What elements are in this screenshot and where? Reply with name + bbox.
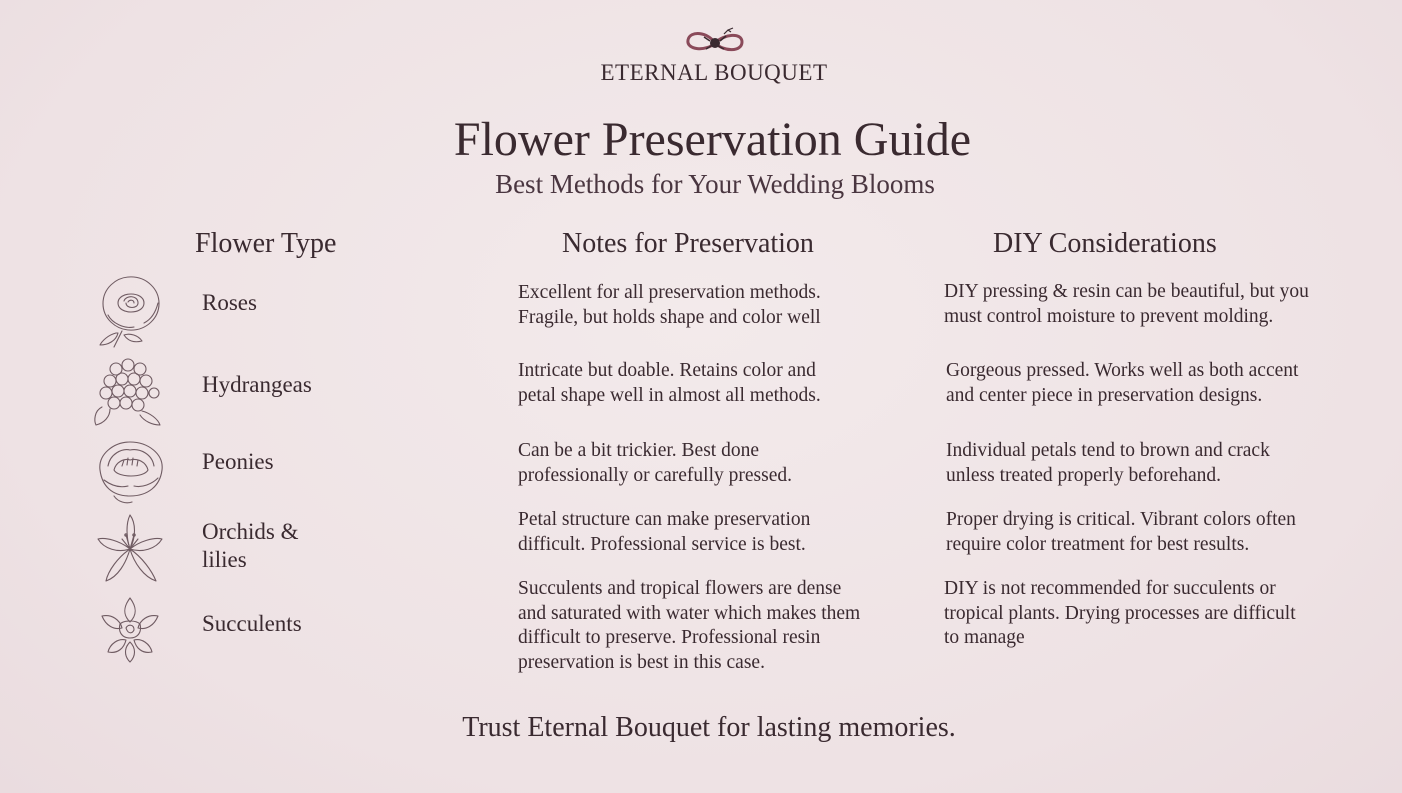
column-header-notes: Notes for Preservation [562, 228, 814, 259]
succulent-icon [94, 594, 168, 668]
note-line: Fragile, but holds shape and color well [518, 306, 821, 328]
diy-line: to manage [944, 627, 1025, 648]
flower-name-roses: Roses [202, 290, 257, 315]
note-line: Can be a bit trickier. Best done [518, 440, 759, 461]
lily-icon [96, 513, 170, 587]
diy-line: and center piece in preservation designs. [946, 384, 1263, 406]
brand-name: ETERNAL BOUQUET [600, 60, 828, 85]
note-line: Petal structure can make preservation [518, 509, 811, 530]
note-line: preservation is best in this case. [518, 651, 765, 673]
flower-name-succulents: Succulents [202, 611, 302, 636]
diy-note-succulents [944, 577, 1364, 651]
diy-line: Proper drying is critical. Vibrant colors often [946, 509, 1296, 530]
note-line: Intricate but doable. Retains color and [518, 360, 816, 381]
diy-note-orchids-lilies [946, 508, 1366, 557]
preservation-note-orchids-lilies [518, 508, 918, 557]
note-line: petal shape well in almost all methods. [518, 384, 821, 406]
page-title: Flower Preservation Guide [453, 113, 972, 166]
diy-line: tropical plants. Drying processes are difficult [944, 602, 1296, 624]
note-line: difficult to preserve. Professional resin [518, 627, 821, 648]
flower-name-peonies: Peonies [202, 449, 274, 474]
column-header-diy: DIY Considerations [993, 228, 1217, 259]
infinity-rose-logo-icon [680, 24, 750, 62]
diy-line: Individual petals tend to brown and crack [946, 440, 1270, 461]
preservation-note-succulents [518, 577, 918, 675]
flower-name-hydrangeas: Hydrangeas [202, 372, 312, 397]
diy-line: DIY pressing & resin can be beautiful, but you [944, 281, 1309, 302]
diy-line: DIY is not recommended for succulents or [944, 578, 1276, 599]
diy-line: require color treatment for best results. [946, 533, 1250, 555]
diy-note-hydrangeas [946, 359, 1366, 408]
note-line: professionally or carefully pressed. [518, 464, 792, 486]
diy-note-peonies [946, 439, 1366, 488]
flower-name-orchids-lilies [202, 518, 352, 574]
preservation-note-roses [518, 281, 918, 330]
diy-note-roses [944, 280, 1364, 329]
flower-name-line: lilies [202, 547, 247, 572]
diy-line: Gorgeous pressed. Works well as both accent [946, 360, 1299, 381]
note-line: and saturated with water which makes them [518, 602, 861, 624]
flower-name-line: Orchids & [202, 519, 299, 544]
peony-icon [94, 436, 168, 510]
preservation-note-peonies [518, 439, 918, 488]
preservation-note-hydrangeas [518, 359, 918, 408]
hydrangea-icon [92, 355, 166, 429]
diy-line: must control moisture to prevent molding. [944, 305, 1274, 327]
note-line: Succulents and tropical flowers are dense [518, 578, 842, 599]
diy-line: unless treated properly beforehand. [946, 464, 1222, 486]
note-line: Excellent for all preservation methods. [518, 282, 821, 303]
rose-icon [94, 275, 168, 349]
page-subtitle: Best Methods for Your Wedding Blooms [495, 169, 935, 199]
note-line: difficult. Professional service is best. [518, 533, 806, 555]
column-header-flower-type: Flower Type [195, 228, 337, 259]
footer-tagline: Trust Eternal Bouquet for lasting memories. [462, 712, 956, 743]
